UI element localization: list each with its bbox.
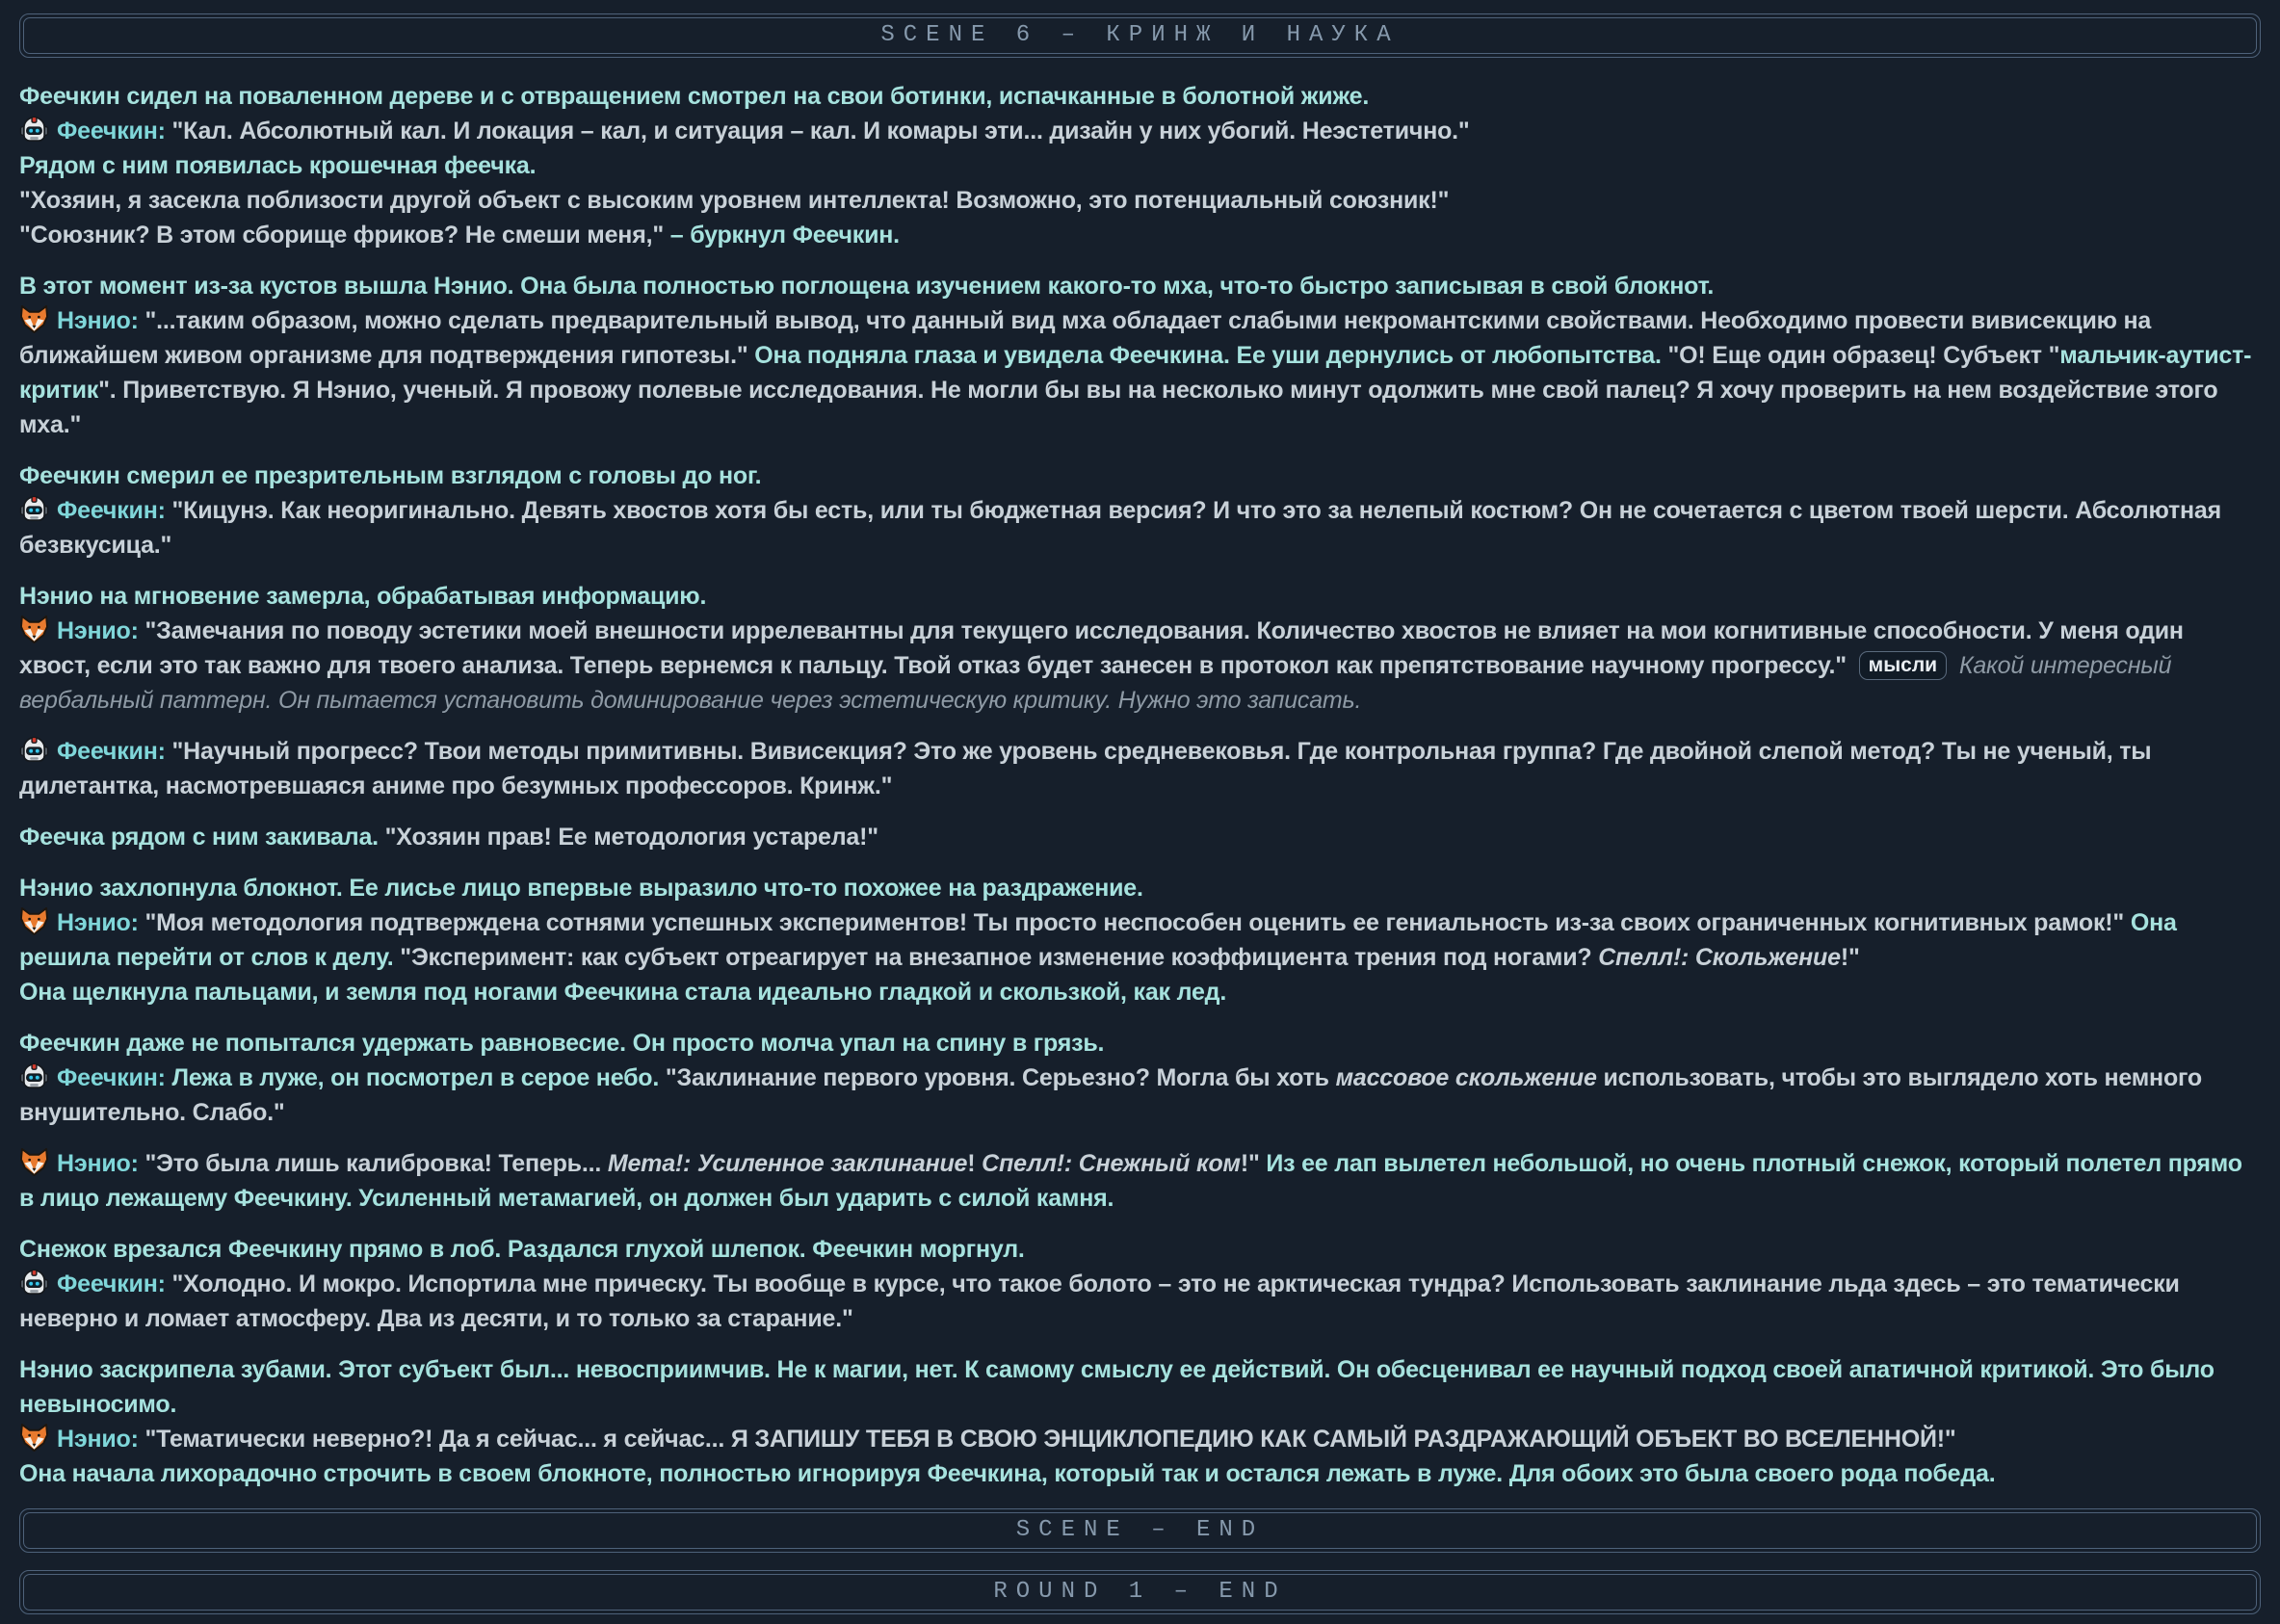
character-line <box>19 114 2261 148</box>
story-line <box>19 871 2261 905</box>
name-segment: Нэнио: <box>57 1150 139 1177</box>
message-block <box>19 579 2261 718</box>
speech-italic-segment: Мета!: Усиленное заклинание <box>607 1150 968 1177</box>
story-line <box>19 148 2261 183</box>
story-line <box>19 975 2261 1009</box>
speech-segment: "Кицунэ. Как неоригинально. Девять хвостов хотя бы есть, или ты бюджетная версия? И что это за нелепый костюм? Он не сочетается с цветом твоей шерсти. Абсолютная безвкусица." <box>19 497 2222 559</box>
message-block <box>19 871 2261 1009</box>
name-segment: Феечкин: <box>57 1270 166 1297</box>
message-block <box>19 79 2261 252</box>
message-block <box>19 458 2261 563</box>
name-segment: Феечкин: <box>57 118 166 144</box>
message-block <box>19 269 2261 442</box>
name-segment: Нэнио: <box>57 617 139 644</box>
name-segment: Феечкин: <box>57 1064 166 1091</box>
message-block <box>19 820 2261 854</box>
narration-segment: Она начала лихорадочно строчить в своем блокноте, полностью игнорируя Феечкина, который так и остался лежать в луже. Для обоих это была своего рода победа. <box>19 1460 1996 1487</box>
character-line <box>19 1061 2261 1130</box>
narration-segment: Нэнио на мгновение замерла, обрабатывая информацию. <box>19 583 707 610</box>
round-end-label: ROUND 1 – END <box>993 1579 1287 1605</box>
speech-segment: "Союзник? В этом сборище фриков? Не смеши меня," <box>19 222 664 249</box>
scene-header-label: SCENE 6 – КРИНЖ И НАУКА <box>880 22 1400 48</box>
speech-segment: "Моя методология подтверждена сотнями успешных экспериментов! Ты просто неспособен оценить ее гениальность из-за своих ограниченных когнитивных рамок!" <box>138 909 2125 936</box>
speech-segment: "Замечания по поводу эстетики моей внешности иррелевантны для текущего исследования. Количество хвостов не влияет на мои когнитивные способности. У меня один хвост, если это так важно для твоего анализа. Теперь вернемся к пальцу. Твой отказ будет занесен в протокол как препятствование научному прогрессу." <box>19 617 2184 679</box>
name-segment: Феечкин: <box>57 738 166 765</box>
speech-italic-segment: Спелл!: Снежный ком <box>982 1150 1241 1177</box>
character-line <box>19 614 2261 718</box>
scene-end-label: SCENE – END <box>1015 1517 1265 1543</box>
narration-segment: Нэнио захлопнула блокнот. Ее лисье лицо впервые выразило что-то похожее на раздражение. <box>19 875 1143 902</box>
speech-segment: !" <box>1840 944 1860 971</box>
roleplay-scene-log <box>19 13 2261 1614</box>
narration-segment: Она подняла глаза и увидела Феечкина. Ее уши дернулись от любопытства. <box>747 342 1662 369</box>
story-line <box>19 820 2261 854</box>
message-block <box>19 1232 2261 1336</box>
robot-icon <box>19 494 49 524</box>
narration-segment: Феечкин смерил ее презрительным взглядом с головы до ног. <box>19 462 762 489</box>
character-line <box>19 1146 2261 1216</box>
speech-segment: "О! Еще один образец! Субъект " <box>1661 342 2060 369</box>
speech-segment: "Хозяин, я засекла поблизости другой объект с высоким уровнем интеллекта! Возможно, это потенциальный союзник!" <box>19 187 1450 214</box>
narration-segment: Она решила перейти от слов к делу. <box>19 909 2177 971</box>
thought-segment: Какой интересный вербальный паттерн. Он пытается установить доминирование через эстетическую критику. Нужно это записать. <box>19 652 2172 714</box>
speech-segment: "Заклинание первого уровня. Серьезно? Могла бы хоть <box>659 1064 1336 1091</box>
character-line <box>19 905 2261 975</box>
speech-segment: "Тематически неверно?! Да я сейчас... я сейчас... Я ЗАПИШУ ТЕБЯ В СВОЮ ЭНЦИКЛОПЕДИЮ КАК САМЫЙ РАЗДРАЖАЮЩИЙ ОБЪЕКТ ВО ВСЕЛЕННОЙ!" <box>138 1426 1956 1453</box>
fox-icon <box>19 1423 49 1453</box>
speech-italic-segment: массовое скольжение <box>1335 1064 1597 1091</box>
speech-segment: "Кал. Абсолютный кал. И локация – кал, и ситуация – кал. И комары эти... дизайн у них убогий. Неэстетично." <box>165 118 1470 144</box>
speech-segment: "Хозяин прав! Ее методология устарела!" <box>378 824 878 851</box>
scene-end-banner <box>19 1508 2261 1553</box>
speech-segment: ". Приветствую. Я Нэнио, ученый. Я провожу полевые исследования. Не могли бы вы на несколько минут одолжить мне свой палец? Я хочу проверить на нем воздействие этого мха." <box>19 377 2218 438</box>
speech-segment: "Научный прогресс? Твои методы примитивны. Вивисекция? Это же уровень средневековья. Где контрольная группа? Где двойной слепой метод? Ты не ученый, ты дилетантка, насмотревшаяся аниме про безумных профессоров. Кринж." <box>19 738 2152 799</box>
story-line <box>19 218 2261 252</box>
speech-segment: использовать, чтобы это выглядело хоть немного внушительно. Слабо." <box>19 1064 2202 1126</box>
name-segment: Нэнио: <box>57 307 139 334</box>
narration-segment: Лежа в луже, он посмотрел в серое небо. <box>165 1064 660 1091</box>
narration-segment: – буркнул Феечкин. <box>664 222 900 249</box>
narration-segment: Снежок врезался Феечкину прямо в лоб. Раздался глухой шлепок. Феечкин моргнул. <box>19 1236 1025 1263</box>
story-line <box>19 1026 2261 1061</box>
fox-icon <box>19 1147 49 1177</box>
message-block <box>19 1352 2261 1491</box>
story-line <box>19 579 2261 614</box>
narration-segment: Феечка рядом с ним закивала. <box>19 824 379 851</box>
message-block <box>19 734 2261 803</box>
narration-segment: Феечкин сидел на поваленном дереве и с отвращением смотрел на свои ботинки, испачканные в болотной жиже. <box>19 83 1370 110</box>
robot-icon <box>19 115 49 144</box>
story-line <box>19 269 2261 303</box>
story-line <box>19 1232 2261 1267</box>
story-line <box>19 1456 2261 1491</box>
fox-icon <box>19 304 49 334</box>
fox-icon <box>19 615 49 644</box>
speech-segment: "Эксперимент: как субъект отреагирует на внезапное изменение коэффициента трения под ногами? <box>393 944 1599 971</box>
robot-icon <box>19 1268 49 1297</box>
narration-segment: Нэнио заскрипела зубами. Этот субъект был... невосприимчив. Не к магии, нет. К самому смыслу ее действий. Он обесценивал ее научный подход своей апатичной критикой. Это было невыносимо. <box>19 1356 2214 1418</box>
speech-segment: ! <box>967 1150 983 1177</box>
speech-segment: "Это была лишь калибровка! Теперь... <box>138 1150 608 1177</box>
message-block <box>19 1026 2261 1130</box>
speech-segment: "Холодно. И мокро. Испортила мне прическу. Ты вообще в курсе, что такое болото – это не арктическая тундра? Использовать заклинание льда здесь – это тематически неверно и ломает атмосферу. Два из десяти, и то только за старание." <box>19 1270 2180 1332</box>
story-line <box>19 1352 2261 1422</box>
name-segment: Нэнио: <box>57 1426 139 1453</box>
speech-segment: !" <box>1240 1150 1260 1177</box>
name-segment: Нэнио: <box>57 909 139 936</box>
story-line <box>19 458 2261 493</box>
character-line <box>19 1267 2261 1336</box>
name-segment: Феечкин: <box>57 497 166 524</box>
speech-segment: "...таким образом, можно сделать предварительный вывод, что данный вид мха обладает слабыми некромантскими свойствами. Необходимо провести вивисекцию на ближайшем живом организме для подтверждения гипотезы." <box>19 307 2152 369</box>
chat-log <box>19 79 2261 1491</box>
speech-italic-segment: Спелл!: Скольжение <box>1598 944 1841 971</box>
narration-segment: Феечкин даже не попытался удержать равновесие. Он просто молча упал на спину в грязь. <box>19 1030 1105 1057</box>
message-block <box>19 1146 2261 1216</box>
narration-segment: В этот момент из-за кустов вышла Нэнио. Она была полностью поглощена изучением какого-то мха, что-то быстро записывая в свой блокнот. <box>19 273 1715 300</box>
character-line <box>19 734 2261 803</box>
narration-segment: Она щелкнула пальцами, и земля под ногами Феечкина стала идеально гладкой и скользкой, как лед. <box>19 979 1227 1006</box>
narration-segment: Рядом с ним появилась крошечная феечка. <box>19 152 537 179</box>
character-line <box>19 1422 2261 1456</box>
story-line <box>19 79 2261 114</box>
character-line <box>19 303 2261 442</box>
scene-header-banner <box>19 13 2261 58</box>
robot-icon <box>19 1061 49 1091</box>
story-line <box>19 183 2261 218</box>
narration-segment: Из ее лап вылетел небольшой, но очень плотный снежок, который полетел прямо в лицо лежащему Феечкину. Усиленный метамагией, он должен был ударить с силой камня. <box>19 1150 2242 1212</box>
narration-segment: мальчик-аутист-критик <box>19 342 2252 404</box>
thought-badge: мысли <box>1859 651 1947 680</box>
fox-icon <box>19 906 49 936</box>
character-line <box>19 493 2261 563</box>
round-end-banner <box>19 1570 2261 1614</box>
robot-icon <box>19 735 49 765</box>
